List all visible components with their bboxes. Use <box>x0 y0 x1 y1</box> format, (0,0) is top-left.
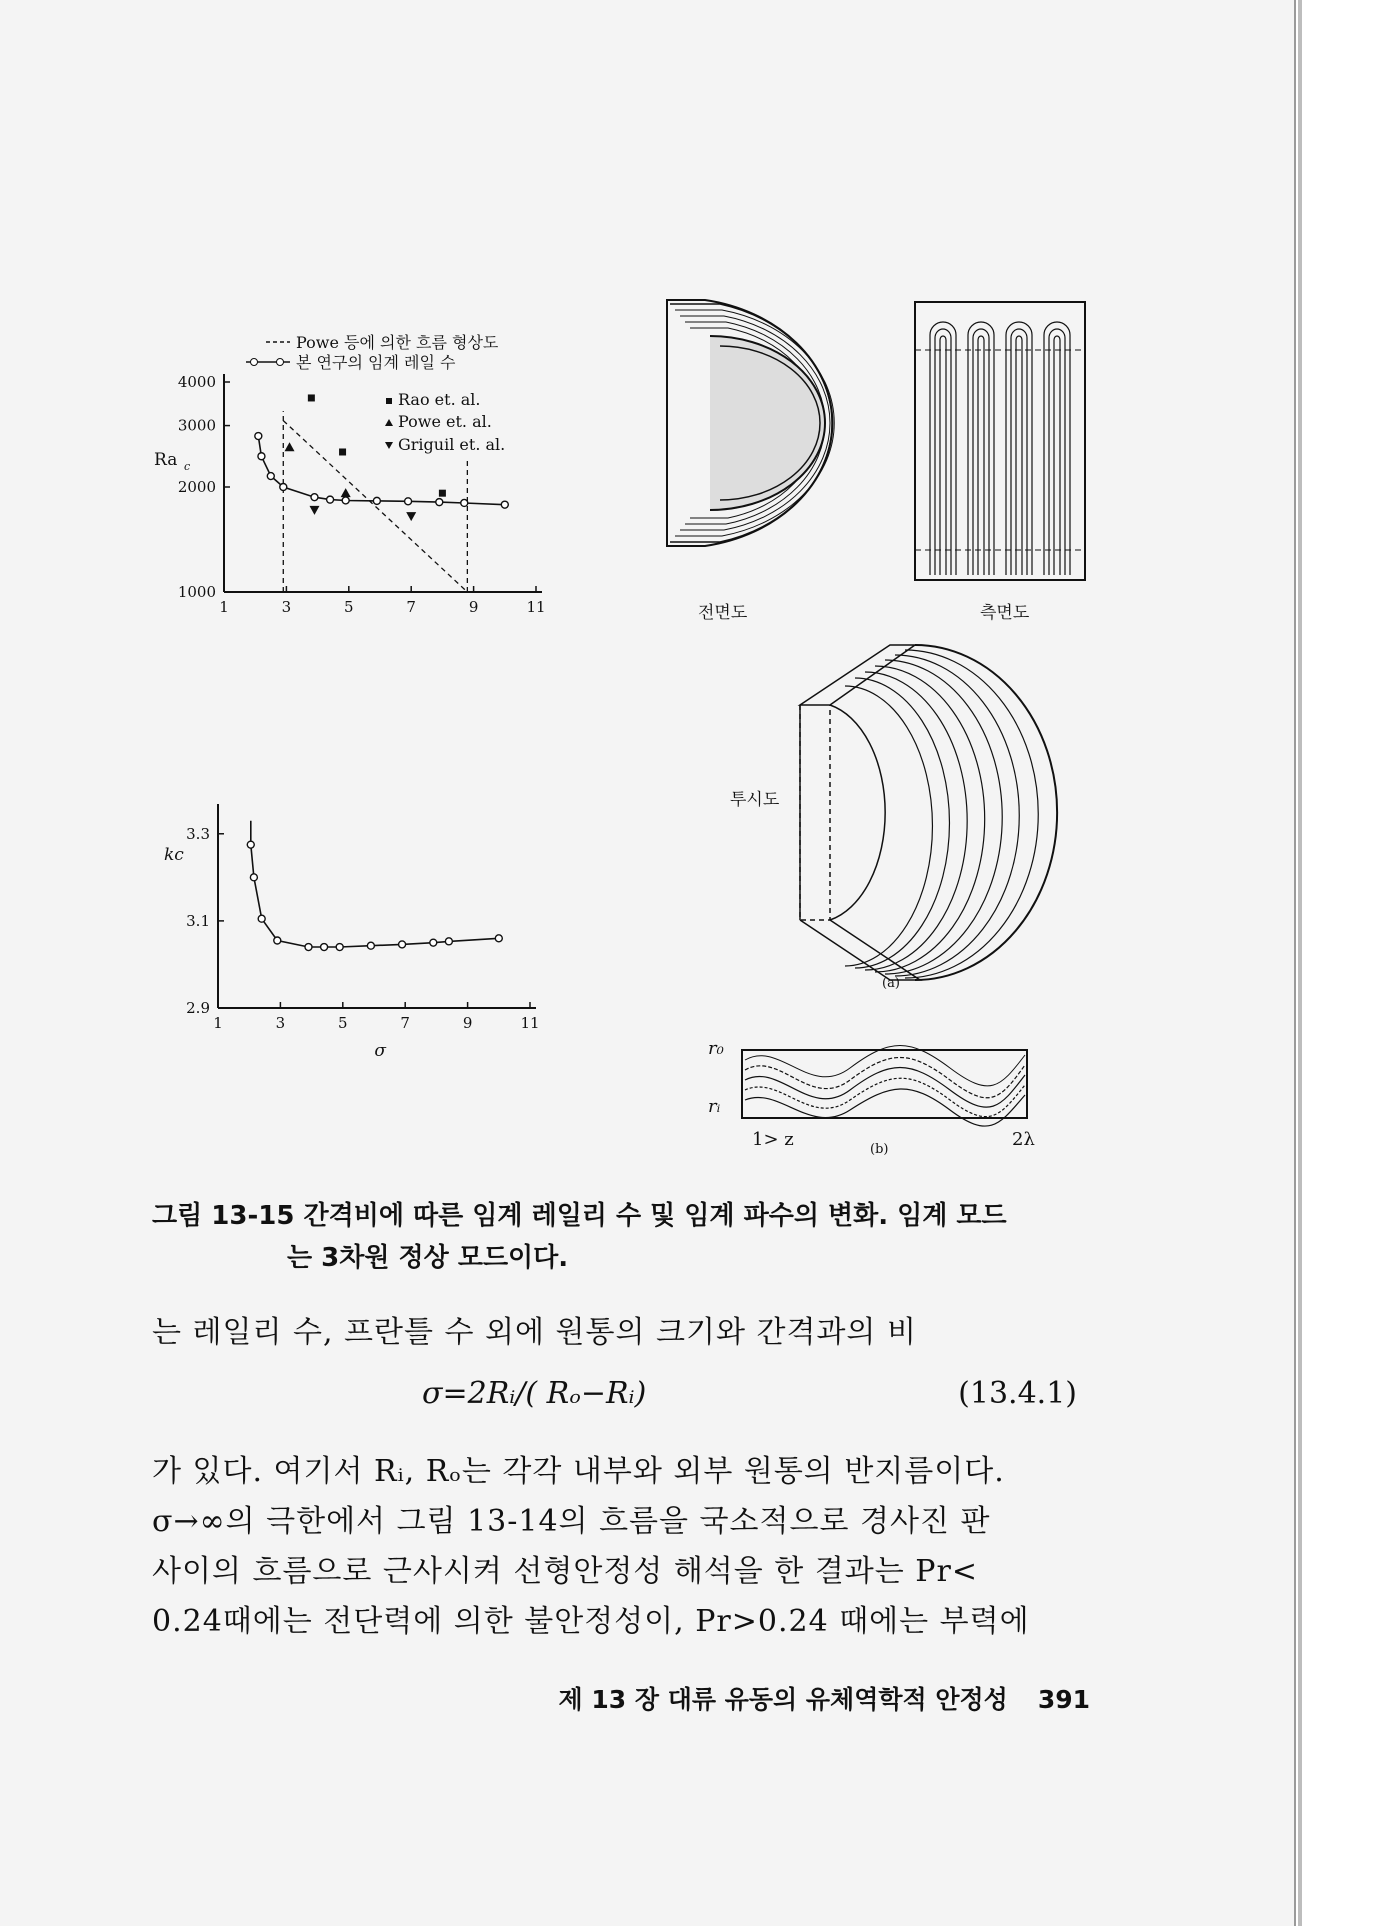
critical-wavenumber-point <box>258 915 265 922</box>
legend-label-griguil: Griguil et. al. <box>398 435 506 454</box>
critical-wavenumber-point <box>274 937 281 944</box>
equation-13-4-1 <box>152 1376 1077 1416</box>
label-b: (b) <box>870 1142 889 1157</box>
critical-wavenumber-point <box>336 944 343 951</box>
x-tick-label: 3 <box>281 598 292 616</box>
label-ri: rᵢ <box>708 1096 721 1117</box>
label-a: (a) <box>882 976 900 991</box>
x-tick-label: 11 <box>526 598 546 616</box>
griguil-point <box>309 506 319 515</box>
critical-rayleigh-point <box>258 453 265 460</box>
chart1-ticks <box>154 373 546 616</box>
x-tick-label: 5 <box>338 1014 348 1032</box>
powe-point <box>285 442 295 451</box>
critical-wavenumber-point <box>247 841 254 848</box>
caption-line-2: 는 3차원 정상 모드이다. <box>287 1243 569 1273</box>
critical-wavenumber-point <box>250 874 257 881</box>
y-tick-label: 1000 <box>177 583 216 601</box>
front-view-label: 전면도 <box>698 603 748 623</box>
critical-wavenumber-point <box>321 944 328 951</box>
caption-line-1: 그림 13-15 간격비에 따른 임계 레일리 수 및 임계 파수의 변화. 임계 모드 <box>152 1201 1007 1231</box>
y-tick-label: 2000 <box>177 478 216 496</box>
rao-point <box>439 490 446 497</box>
chart1-axes <box>224 374 542 592</box>
critical-rayleigh-point <box>311 494 318 501</box>
y-tick-label: 4000 <box>177 373 216 391</box>
legend-circle-swatch <box>277 359 284 366</box>
y-axis-title-subscript: c <box>184 460 191 473</box>
legend-label-powe: Powe et. al. <box>398 412 492 431</box>
page-footer <box>500 1680 1090 1716</box>
equation-formula: σ=2Rᵢ/( Rₒ−Rᵢ) <box>422 1376 647 1411</box>
x-tick-label: 1 <box>219 598 229 616</box>
isometric-drawing <box>800 645 1057 980</box>
critical-rayleigh-point <box>461 499 468 506</box>
chart2-ticks <box>164 825 540 1061</box>
critical-rayleigh-point <box>342 497 349 504</box>
label-1z: 1> z <box>752 1129 794 1150</box>
body-paragraph-line-5: 0.24때에는 전단력에 의한 불안정성이, Pr>0.24 때에는 부력에 <box>152 1604 1030 1639</box>
powe-point <box>341 488 351 497</box>
critical-rayleigh-point <box>267 473 274 480</box>
critical-wavenumber-point <box>445 938 452 945</box>
label-2lambda: 2λ <box>1012 1129 1035 1150</box>
critical-wavenumber-point <box>305 944 312 951</box>
y-axis-title: Ra <box>154 450 178 470</box>
x-tick-label: 7 <box>400 1014 410 1032</box>
isometric-label: 투시도 <box>730 790 780 810</box>
y-tick-label: 3000 <box>177 416 216 435</box>
x-tick-label: 1 <box>213 1014 223 1032</box>
page-edge <box>1298 0 1302 1926</box>
x-tick-label: 9 <box>462 1014 473 1032</box>
critical-wavenumber-point <box>495 935 502 942</box>
body-paragraph-line-3: σ→∞의 극한에서 그림 13-14의 흐름을 국소적으로 경사진 판 <box>152 1504 991 1539</box>
label-r0: r₀ <box>708 1038 724 1059</box>
x-tick-label: 9 <box>468 598 479 616</box>
x-axis-title: σ <box>374 1041 387 1061</box>
side-view-label: 측면도 <box>980 603 1030 623</box>
critical-wavenumber-point <box>430 939 437 946</box>
critical-rayleigh-point <box>436 499 443 506</box>
legend-circle-swatch <box>251 359 258 366</box>
x-tick-label: 3 <box>275 1014 286 1032</box>
equation-number: (13.4.1) <box>958 1376 1077 1411</box>
y-axis-title: kc <box>164 845 184 865</box>
critical-wavenumber-line <box>251 821 499 947</box>
x-tick-label: 7 <box>406 598 416 616</box>
chart-rayleigh <box>140 320 580 630</box>
critical-rayleigh-point <box>327 496 334 503</box>
x-tick-label: 5 <box>344 598 354 616</box>
legend-label-present: 본 연구의 임계 레일 수 <box>296 353 456 372</box>
figure-caption <box>152 1195 1092 1279</box>
panel-b-drawing <box>742 1046 1027 1127</box>
side-view-drawing <box>915 302 1085 580</box>
critical-rayleigh-point <box>501 501 508 508</box>
critical-wavenumber-point <box>367 942 374 949</box>
footer-chapter: 제 13 장 대류 유동의 유체역학적 안정성 <box>558 1685 1008 1714</box>
chart-wavenumber <box>140 800 580 1070</box>
y-tick-label: 2.9 <box>186 999 210 1017</box>
critical-rayleigh-point <box>280 484 287 491</box>
critical-rayleigh-point <box>373 497 380 504</box>
legend-label-rao: Rao et. al. <box>398 390 481 409</box>
legend-label-powe-flow: Powe 등에 의한 흐름 형상도 <box>296 333 499 352</box>
body-paragraph-line-4: 사이의 흐름으로 근사시켜 선형안정성 해석을 한 결과는 Pr< <box>152 1554 978 1589</box>
body-paragraph-line-2: 가 있다. 여기서 Rᵢ, Rₒ는 각각 내부와 외부 원통의 반지름이다. <box>152 1454 1005 1489</box>
page-number: 391 <box>1037 1685 1090 1714</box>
griguil-point <box>406 512 416 521</box>
critical-rayleigh-point <box>405 498 412 505</box>
chart1-legend <box>246 333 505 454</box>
critical-wavenumber-point <box>399 941 406 948</box>
flow-figures <box>650 290 1110 1170</box>
rao-point <box>308 394 315 401</box>
rao-point <box>339 448 346 455</box>
legend-triangle-up-swatch <box>385 419 393 426</box>
critical-rayleigh-point <box>255 433 262 440</box>
y-tick-label: 3.1 <box>186 911 210 930</box>
legend-triangle-down-swatch <box>385 442 393 449</box>
x-tick-label: 11 <box>520 1014 540 1032</box>
front-view-drawing <box>667 300 834 546</box>
chart2-marks <box>247 821 502 951</box>
legend-square-swatch <box>386 398 392 404</box>
body-paragraph-line-1: 는 레일리 수, 프란틀 수 외에 원통의 크기와 간격과의 비 <box>152 1315 917 1350</box>
y-tick-label: 3.3 <box>186 824 210 843</box>
chart2-axes <box>218 804 536 1008</box>
